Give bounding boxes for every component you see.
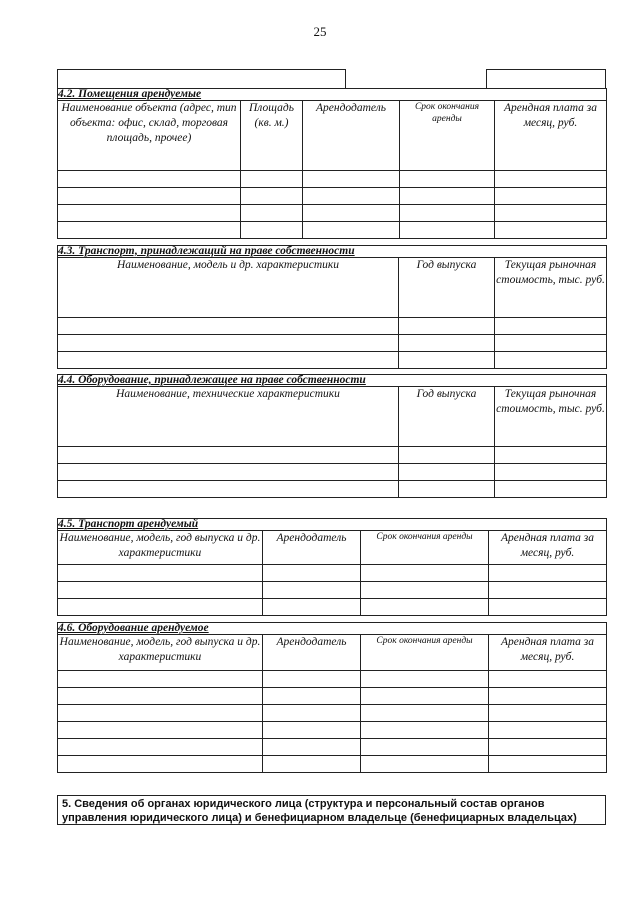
page-number: 25 xyxy=(313,24,327,39)
header-rent: Арендная плата за месяц, руб. xyxy=(489,635,607,671)
table-4-4 xyxy=(57,374,607,498)
table-row xyxy=(58,688,607,705)
table-row xyxy=(58,222,607,239)
prev-table-right-cell xyxy=(486,69,606,88)
header-lease-end: Срок окончания аренды xyxy=(361,635,489,671)
header-transport-name: Наименование, модель, год выпуска и др. характеристики xyxy=(58,531,263,565)
header-equipment-name: Наименование, модель, год выпуска и др. характеристики xyxy=(58,635,263,671)
table-4-2 xyxy=(57,88,607,239)
header-rent: Арендная плата за месяц, руб. xyxy=(489,531,607,565)
section-4-2-title: 4.2. Помещения арендуемые xyxy=(58,89,607,101)
table-row xyxy=(58,481,607,498)
header-area: Площадь (кв. м.) xyxy=(241,101,303,171)
section-4-3-title: 4.3. Транспорт, принадлежащий на праве собственности xyxy=(58,246,607,258)
header-rent: Арендная плата за месяц, руб. xyxy=(495,101,607,171)
header-market-value: Текущая рыночная стоимость, тыс. руб. xyxy=(495,258,607,318)
section-4-6-title: 4.6. Оборудование арендуемое xyxy=(58,623,607,635)
table-row xyxy=(58,722,607,739)
table-row xyxy=(58,464,607,481)
header-object: Наименование объекта (адрес, тип объекта: офис, склад, торговая площадь, прочее) xyxy=(58,101,241,171)
table-row xyxy=(58,205,607,222)
header-landlord: Арендодатель xyxy=(263,635,361,671)
header-landlord: Арендодатель xyxy=(303,101,400,171)
table-row xyxy=(58,756,607,773)
table-row xyxy=(58,565,607,582)
table-row xyxy=(58,582,607,599)
table-4-6 xyxy=(57,622,607,773)
header-year: Год выпуска xyxy=(399,258,495,318)
table-row xyxy=(58,188,607,205)
table-row xyxy=(58,705,607,722)
table-4-5 xyxy=(57,518,607,616)
section-4-4-title: 4.4. Оборудование, принадлежащее на праве собственности xyxy=(58,375,607,387)
header-lease-end: Срок окончания аренды xyxy=(361,531,489,565)
prev-table-left-cell xyxy=(57,69,346,88)
section-5-heading: 5. Сведения об органах юридического лица (структура и персональный состав органов управления юридического лица) и бенефициарном владельце (бенефициарных владельцах) xyxy=(57,795,606,825)
header-transport-name: Наименование, модель и др. характеристики xyxy=(58,258,399,318)
table-row xyxy=(58,447,607,464)
table-row xyxy=(58,671,607,688)
section-4-5-title: 4.5. Транспорт арендуемый xyxy=(58,519,607,531)
table-row xyxy=(58,739,607,756)
header-lease-end: Срок окончания аренды xyxy=(400,101,495,171)
table-row xyxy=(58,335,607,352)
header-landlord: Арендодатель xyxy=(263,531,361,565)
table-row xyxy=(58,352,607,369)
table-row xyxy=(58,599,607,616)
table-row xyxy=(58,318,607,335)
table-4-3 xyxy=(57,245,607,369)
table-row xyxy=(58,171,607,188)
header-year: Год выпуска xyxy=(399,387,495,447)
header-market-value: Текущая рыночная стоимость, тыс. руб. xyxy=(495,387,607,447)
header-equipment-name: Наименование, технические характеристики xyxy=(58,387,399,447)
